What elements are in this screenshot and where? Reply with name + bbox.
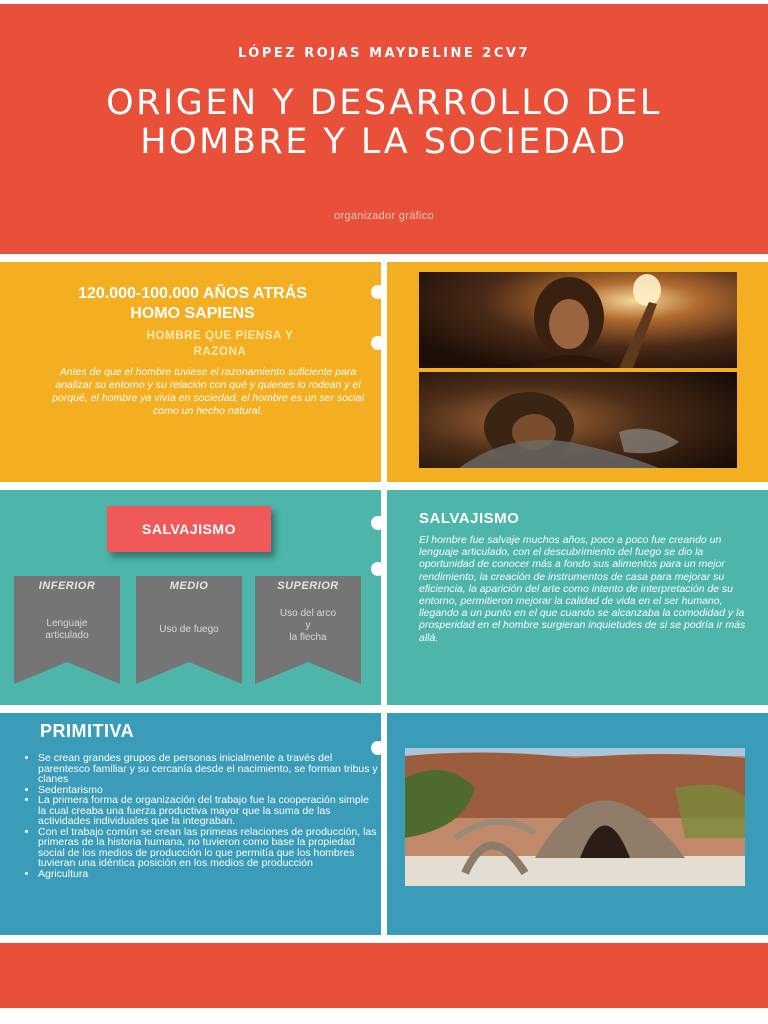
primitiva-image-panel [387,713,768,935]
stage-text-line: Uso de fuego [159,624,219,635]
page-title [0,84,768,162]
stage-banner-medio [136,576,242,684]
title-line-1: ORIGEN Y DESARROLLO DEL [106,83,662,123]
caveman-torch-image [419,272,737,368]
stage-banner-superior [255,576,361,684]
subheading-line-2: RAZONA [193,346,247,358]
homo-sapiens-text: Antes de que el hombre tuviese el razonamiento suficiente para analizar su entorno y su relación con qué y quienes lo rodean y el porqué, el hombre ya vivía en sociedad, el hombre es un ser social como un hecho natural. [52,366,364,417]
stage-text-line: la flecha [289,632,327,643]
stage-text-line: articulado [45,630,89,641]
stage-title: INFERIOR [38,580,96,592]
salvajismo-stages-panel [0,490,381,705]
salvajismo-text-panel [387,490,768,705]
list-item: • Se crean grandes grupos de personas inicialmente a través del parentesco familiar y su cercanía desde el nacimiento, se forman tribus y clanes [38,753,378,785]
list-item: • Con el trabajo común se crean las primeas relaciones de producción, las primeras de la historia humana, no tuvieron como base la propiedad social de los medios de producción lo que permitía que los hombres tuvieran una idéntica posición en los medios de producción [38,827,378,869]
list-item: • Agricultura [38,869,378,880]
header-banner [0,4,768,254]
timeline-dot [371,516,385,530]
heading-line-2: HOMO SAPIENS [130,305,255,322]
stage-text [140,624,238,636]
heading-line-1: 120.000-100.000 AÑOS ATRÁS [78,285,307,302]
subheading-line-1: HOMBRE QUE PIENSA Y [146,330,294,342]
stage-text [18,618,116,642]
salvajismo-heading: SALVAJISMO [419,510,520,527]
timeline-dot [371,562,385,576]
page-subtitle: organizador gráfico [334,210,434,222]
primitiva-list [20,753,378,879]
homo-sapiens-heading [20,284,365,324]
primitive-hut-image [405,748,745,886]
footer-banner [0,943,768,1008]
stage-text-line: Uso del arco [279,608,337,619]
caveman-fire-image [419,372,737,468]
stage-banner-inferior [14,576,120,684]
list-item: • Sedentarismo [38,785,378,796]
salvajismo-tag: SALVAJISMO [107,506,271,552]
primitiva-panel [0,713,381,935]
homo-sapiens-images-panel [387,262,768,482]
homo-sapiens-panel [0,262,381,482]
stage-title: MEDIO [169,580,209,592]
homo-sapiens-subheading [100,328,340,360]
primitiva-heading: PRIMITIVA [40,721,135,741]
timeline-dot [371,285,385,299]
stage-text [259,608,357,644]
timeline-dot [371,741,385,755]
title-line-2: HOMBRE Y LA SOCIEDAD [140,122,628,162]
stage-text-line: y [305,620,311,631]
author-name: LÓPEZ ROJAS MAYDELINE 2CV7 [237,46,531,61]
stage-text-line: Lenguaje [46,618,88,629]
salvajismo-text: El hombre fue salvaje muchos años, poco a poco fue creando un lenguaje articulado, con el descubrimiento del fuego se dio la oportunidad de conocer más a fondo sus alimentos para un mejor rendimiento, la creación de instrumentos de casa para mejorar su eficiencia, la aparición del arte como intento de interpretación de su entorno, permitieron mejorar la calidad de vida en el ser humano, llegando a un punto en el que cuando se alcanzaba la comodidad y la prosperidad en el hombre surgieran inquietudes de si se podría ir más allá. [419,534,746,644]
list-item: • La primera forma de organización del trabajo fue la cooperación simple la cual creaba una fuerza productiva mayor que la suma de las actividades individuales que la integraban. [38,795,378,827]
stage-title: SUPERIOR [277,580,339,592]
timeline-dot [371,336,385,350]
